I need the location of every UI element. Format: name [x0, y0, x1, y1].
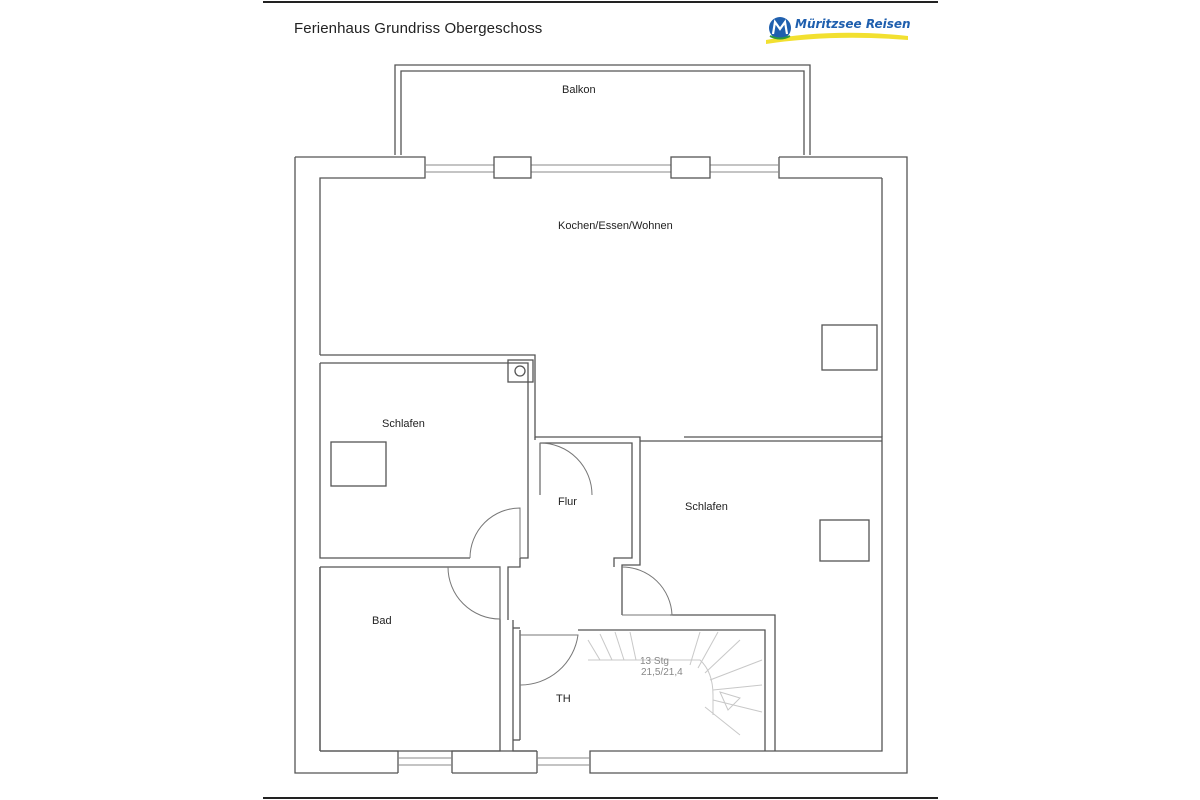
door-swing-flur [540, 443, 592, 495]
door-swing-bath [448, 567, 500, 619]
stairwell-walls [513, 620, 765, 751]
balcony-outline [395, 65, 810, 155]
outer-walls [295, 157, 907, 773]
top-windows [425, 165, 779, 172]
logo-text: Müritzsee Reisen [795, 17, 911, 31]
door-swing-bed-left [470, 508, 520, 558]
room-label-flur: Flur [558, 496, 577, 508]
door-swing-bed-right [622, 567, 672, 615]
plan-title: Ferienhaus Grundriss Obergeschoss [294, 20, 543, 37]
door-swings [448, 443, 672, 685]
skylight-living [822, 325, 877, 370]
room-label-kochen: Kochen/Essen/Wohnen [558, 220, 673, 232]
room-label-schlafen-left: Schlafen [382, 418, 425, 430]
skylight-bed-right [820, 520, 869, 561]
door-swing-stair [520, 635, 578, 685]
stair-ratio-label: 21,5/21,4 [641, 667, 683, 678]
room-label-th: TH [556, 693, 571, 705]
stair-treads [588, 632, 762, 735]
room-label-bad: Bad [372, 615, 392, 627]
skylight-bed-left [331, 442, 386, 486]
room-label-schlafen-right: Schlafen [685, 501, 728, 513]
stair-steps-label: 13 Stg [640, 656, 669, 667]
pillar-left [494, 157, 531, 178]
pillar-right [671, 157, 710, 178]
chimney-flue [515, 366, 525, 376]
bottom-windows [398, 758, 590, 765]
bedroom-right-walls [640, 441, 882, 751]
room-label-balkon: Balkon [562, 84, 596, 96]
bathroom-walls [320, 620, 500, 751]
living-walls [320, 178, 882, 437]
